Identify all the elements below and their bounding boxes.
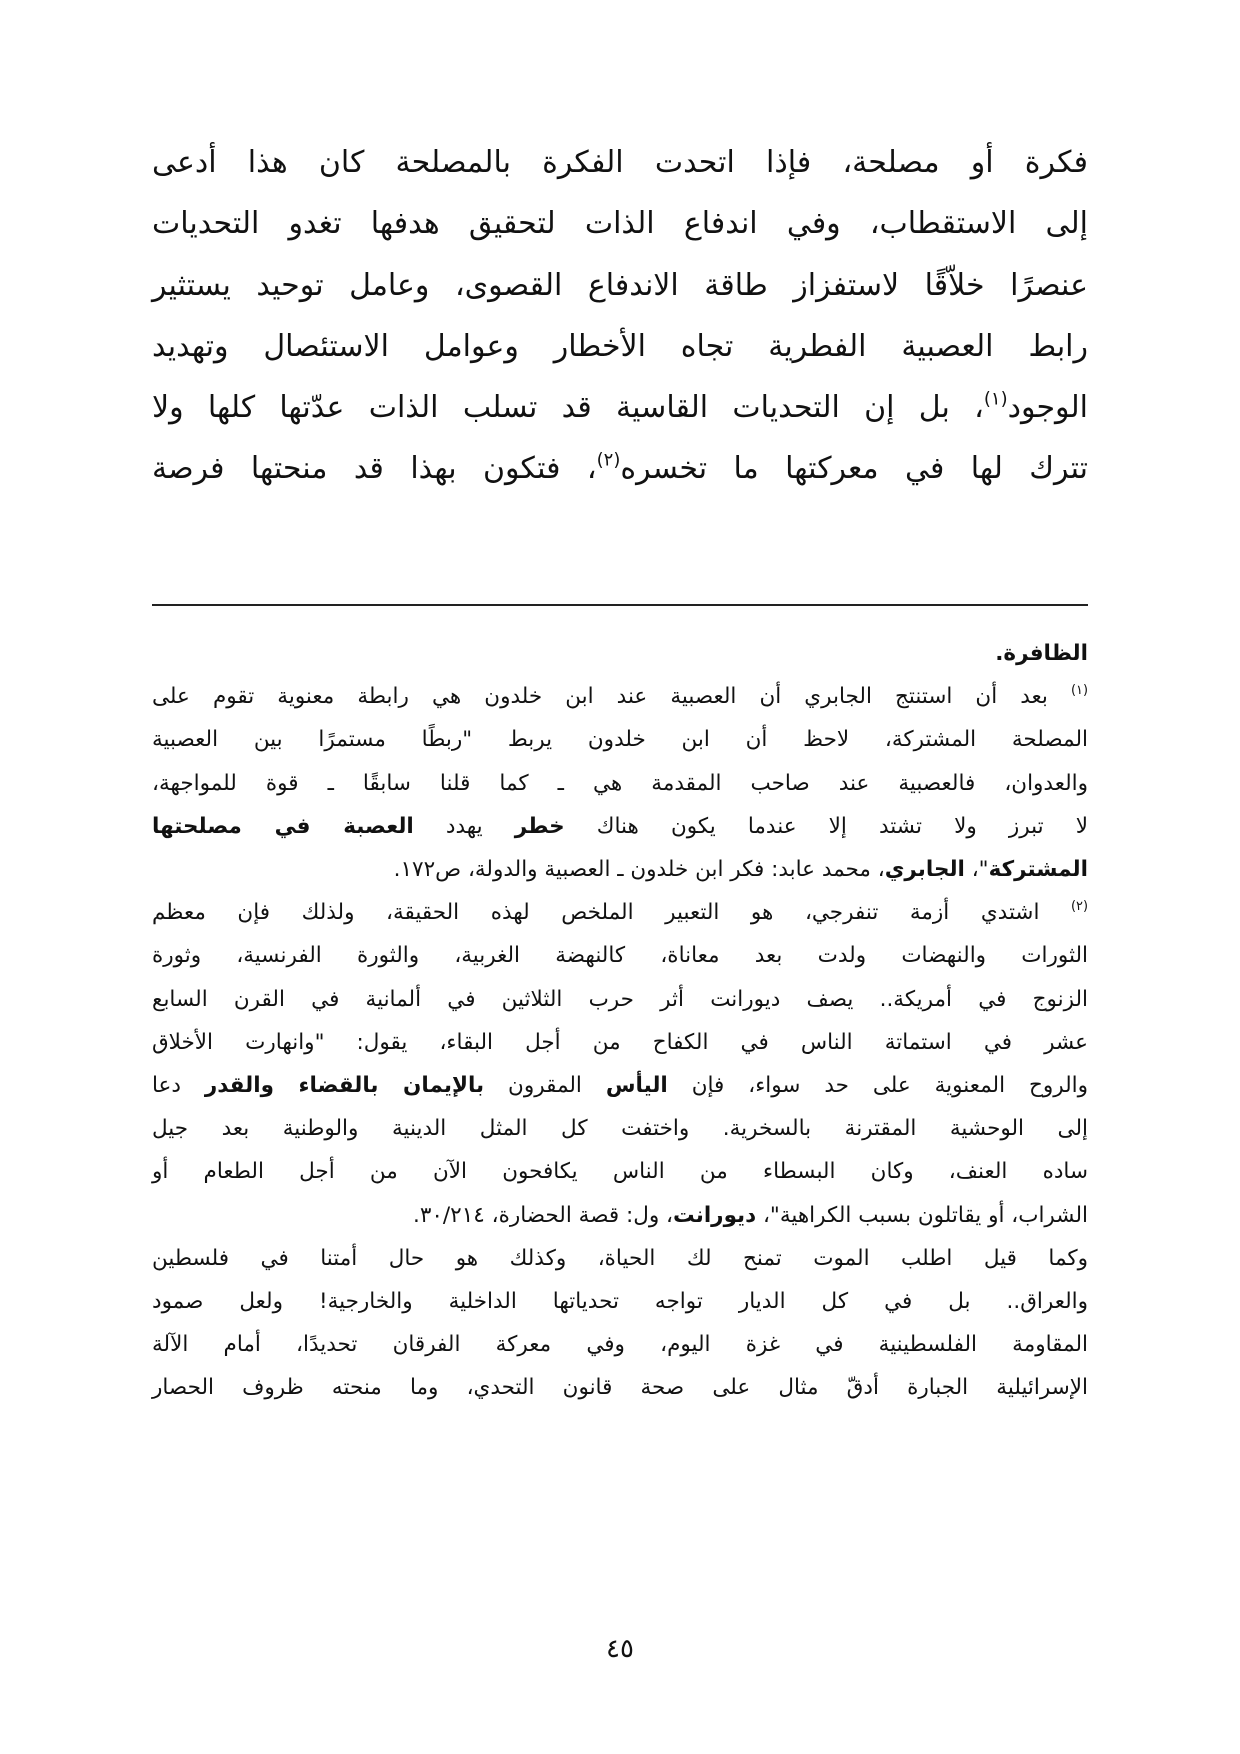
main-paragraph xyxy=(152,132,1088,500)
footnote-bold-text: بالإيمان بالقضاء والقدر xyxy=(204,1073,485,1099)
footnote-citation: ، ول: قصة الحضارة، ٣٠/٢١٤. xyxy=(412,1202,673,1228)
footnote-text: لا تبرز ولا تشتد إلا عندما يكون هناك xyxy=(564,813,1088,839)
footnote-ref-2[interactable]: (٢) xyxy=(596,449,621,471)
footnote-citation: ، محمد عابد: فكر ابن خلدون ـ العصبية والدولة، ص١٧٢. xyxy=(393,857,885,883)
footnote-bold-text: المشتركة xyxy=(988,857,1088,883)
footnote-1-line xyxy=(152,805,1088,848)
footnote-1-marker: (١) xyxy=(1071,683,1088,699)
footnote-2-line: الإسرائيلية الجبارة أدقّ مثال على صحة قانون التحدي، وما منحته ظروف الحصار xyxy=(152,1375,1088,1401)
footnote-1-line xyxy=(152,848,1088,891)
page-number: ٤٥ xyxy=(606,1634,634,1664)
footnote-2-line: إلى الوحشية المقترنة بالسخرية. واختفت كل المثل الدينية والوطنية بعد جيل xyxy=(152,1116,1088,1142)
footnote-2-line xyxy=(152,1194,1088,1237)
footnotes-section xyxy=(152,632,1088,1410)
footnote-bold-text: العصبة في مصلحتها xyxy=(152,813,414,839)
footnote-text: بعد أن استنتج الجابري أن العصبية عند ابن خلدون هي رابطة معنوية تقوم على xyxy=(152,684,1071,710)
main-line xyxy=(152,377,1088,438)
footnote-2-line xyxy=(152,1064,1088,1107)
footnote-text: والروح المعنوية على حد سواء، فإن xyxy=(667,1073,1088,1099)
main-body xyxy=(152,132,1088,500)
footnote-text: دعا xyxy=(152,1073,205,1099)
footnote-text: اشتدي أزمة تنفرجي، هو التعبير الملخص لهذه الحقيقة، ولذلك فإن معظم xyxy=(152,900,1071,926)
footnote-2-line: والعراق.. بل في كل الديار تواجه تحدياتها الداخلية والخارجية! ولعل صمود xyxy=(152,1289,1088,1315)
footnote-1-line xyxy=(152,675,1088,718)
footnote-2-line: الزنوج في أمريكة.. يصف ديورانت أثر حرب الثلاثين في ألمانية في القرن السابع xyxy=(152,986,1088,1012)
footnote-bold-text: خطر xyxy=(514,813,565,839)
footnote-text: يهدد xyxy=(413,813,515,839)
main-line: عنصرًا خلاّقًا لاستفزاز طاقة الاندفاع القصوى، وعامل توحيد يستثير xyxy=(152,267,1088,303)
footnote-bold-text: اليأس xyxy=(605,1073,668,1099)
footnote-ref-1[interactable]: (١) xyxy=(983,388,1008,410)
main-line: فكرة أو مصلحة، فإذا اتحدت الفكرة بالمصلحة كان هذا أدعى xyxy=(152,145,1088,180)
main-line: رابط العصبية الفطرية تجاه الأخطار وعوامل الاستئصال وتهديد xyxy=(152,328,1088,364)
footnote-2-line: وكما قيل اطلب الموت تمنح لك الحياة، وكذلك هو حال أمتنا في فلسطين xyxy=(152,1245,1088,1271)
main-text-segment: تترك لها في معركتها ما تخسره xyxy=(620,451,1088,487)
footnote-2-marker: (٢) xyxy=(1071,899,1088,915)
footnote-1-line: المصلحة المشتركة، لاحظ أن ابن خلدون يربط "ربطًا مستمرًا بين العصبية xyxy=(152,727,1088,753)
footnote-2-line: عشر في استماتة الناس في الكفاح من أجل البقاء، يقول: "وانهارت الأخلاق xyxy=(152,1029,1088,1055)
footnote-2-line: ساده العنف، وكان البسطاء من الناس يكافحون الآن من أجل الطعام أو xyxy=(152,1159,1088,1185)
main-line: إلى الاستقطاب، وفي اندفاع الذات لتحقيق هدفها تغدو التحديات xyxy=(152,206,1088,242)
main-text-segment: الوجود xyxy=(1007,390,1088,426)
main-line xyxy=(152,438,1088,499)
footnote-2-line xyxy=(152,891,1088,934)
footnote-text: المقرون xyxy=(484,1073,606,1099)
main-text-segment: ، فتكون بهذا قد منحتها فرصة xyxy=(152,451,597,487)
footnote-divider xyxy=(152,604,1088,606)
footnote-author: الجابري xyxy=(884,857,965,883)
footnote-author: ديورانت xyxy=(672,1202,757,1228)
footnote-text: الشراب، أو يقاتلون بسبب الكراهية"، xyxy=(756,1202,1088,1228)
footnote-2-line: المقاومة الفلسطينية في غزة اليوم، وفي معركة الفرقان تحديدًا، أمام الآلة xyxy=(152,1332,1088,1358)
footnote-text: "، xyxy=(964,857,989,883)
footnote-continuation: الظافرة. xyxy=(995,641,1088,666)
footnote-1-line: والعدوان، فالعصبية عند صاحب المقدمة هي ـ كما قلنا سابقًا ـ قوة للمواجهة، xyxy=(152,770,1088,796)
main-text-segment: ، بل إن التحديات القاسية قد تسلب الذات عدّتها كلها ولا xyxy=(152,390,984,426)
footnote-2-line: الثورات والنهضات ولدت بعد معاناة، كالنهضة الغربية، والثورة الفرنسية، وثورة xyxy=(152,943,1088,969)
